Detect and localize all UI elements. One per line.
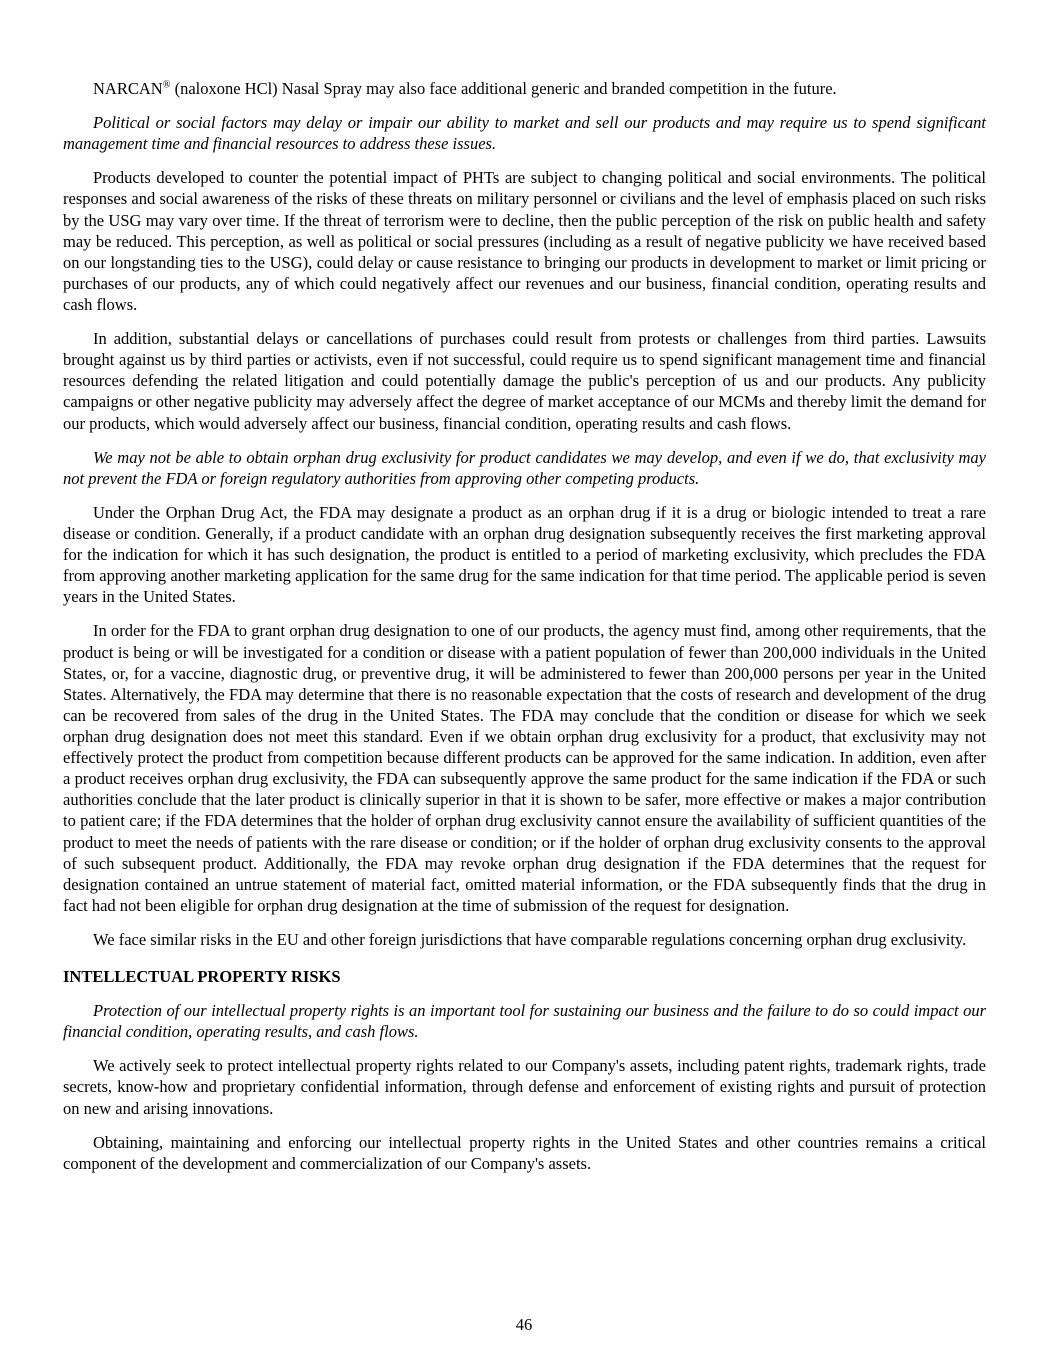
paragraph: In addition, substantial delays or cancellations of purchases could result from protests or challenges from third parties. Lawsuits brought against us by third parties or activists, even if not successful, could require us to spend significant management time and financial resources defending the related litigation and could potentially damage the public's perception of us and our products. Any publicity campaigns or other negative publicity may adversely affect the degree of market acceptance of our MCMs and thereby limit the demand for our products, which would adversely affect our business, financial condition, operating results and cash flows. bbox=[63, 329, 986, 433]
paragraph: We actively seek to protect intellectual property rights related to our Company's assets, including patent rights, trademark rights, trade secrets, know-how and proprietary confidential information, through defense and enforcement of existing rights and pursuit of protection on new and arising innovations. bbox=[63, 1056, 986, 1118]
document-body bbox=[63, 78, 986, 1187]
paragraph: We may not be able to obtain orphan drug exclusivity for product candidates we may develop, and even if we do, that exclusivity may not prevent the FDA or foreign regulatory authorities from approving other competing products. bbox=[63, 447, 986, 488]
section-heading: INTELLECTUAL PROPERTY RISKS bbox=[63, 967, 341, 987]
page-number: 46 bbox=[515, 1314, 533, 1334]
paragraph: In order for the FDA to grant orphan drug designation to one of our products, the agency must find, among other requirements, that the product is being or will be investigated for a condition or disease with a patient population of fewer than 200,000 individuals in the United States, or, for a vaccine, diagnostic drug, or preventive drug, it will be administered to fewer than 200,000 persons per year in the United States. Alternatively, the FDA may determine that there is no reasonable expectation that the costs of research and development of the drug can be recovered from sales of the drug in the United States. The FDA may conclude that the condition or disease for which we seek orphan drug designation does not meet this standard. Even if we obtain orphan drug exclusivity for a product, that exclusivity may not effectively protect the product from competition because different products can be approved for the same indication. In addition, even after a product receives orphan drug exclusivity, the FDA can subsequently approve the same product for the same indication if the FDA or such authorities conclude that the later product is clinically superior in that it is shown to be safer, more effective or makes a major contribution to patient care; if the FDA determines that the holder of orphan drug exclusivity cannot ensure the availability of sufficient quantities of the product to meet the needs of patients with the rare disease or condition; or if the holder of orphan drug exclusivity consents to the approval of such subsequent product. Additionally, the FDA may revoke orphan drug designation if the FDA determines that the request for designation contained an untrue statement of material fact, omitted material information, or the FDA subsequently finds that the drug in fact had not been eligible for orphan drug designation at the time of submission of the request for designation. bbox=[63, 621, 986, 915]
paragraph: We face similar risks in the EU and other foreign jurisdictions that have comparable regulations concerning orphan drug exclusivity. bbox=[93, 929, 967, 949]
paragraph: Under the Orphan Drug Act, the FDA may designate a product as an orphan drug if it is a drug or biologic intended to treat a rare disease or condition. Generally, if a product candidate with an orphan drug designation subsequently receives the first marketing approval for the indication for which it has such designation, the product is entitled to a period of marketing exclusivity, which precludes the FDA from approving another marketing application for the same drug for the same indication for that time period. The applicable period is seven years in the United States. bbox=[63, 502, 986, 607]
paragraph: Political or social factors may delay or impair our ability to market and sell our products and may require us to spend significant management time and financial resources to address these issues. bbox=[63, 113, 986, 154]
registered-trademark-symbol: ® bbox=[162, 79, 171, 91]
paragraph: NARCAN® (naloxone HCl) Nasal Spray may also face additional generic and branded competition in the future. bbox=[93, 79, 837, 98]
paragraph: Products developed to counter the potential impact of PHTs are subject to changing political and social environments. The political responses and social awareness of the risks of these threats on military personnel or civilians and the level of emphasis placed on such risks by the USG may vary over time. If the threat of terrorism were to decline, then the public perception of the risk on public health and safety may be reduced. This perception, as well as political or social pressures (including as a result of negative publicity we have received based on our longstanding ties to the USG), could delay or cause resistance to bringing our products in development to market or limit pricing or purchases of our products, any of which could negatively affect our revenues and our business, financial condition, operating results and cash flows. bbox=[63, 168, 986, 314]
paragraph: Obtaining, maintaining and enforcing our intellectual property rights in the United States and other countries remains a critical component of the development and commercialization of our Company's assets. bbox=[63, 1132, 986, 1173]
paragraph: Protection of our intellectual property rights is an important tool for sustaining our business and the failure to do so could impact our financial condition, operating results, and cash flows. bbox=[63, 1001, 986, 1042]
